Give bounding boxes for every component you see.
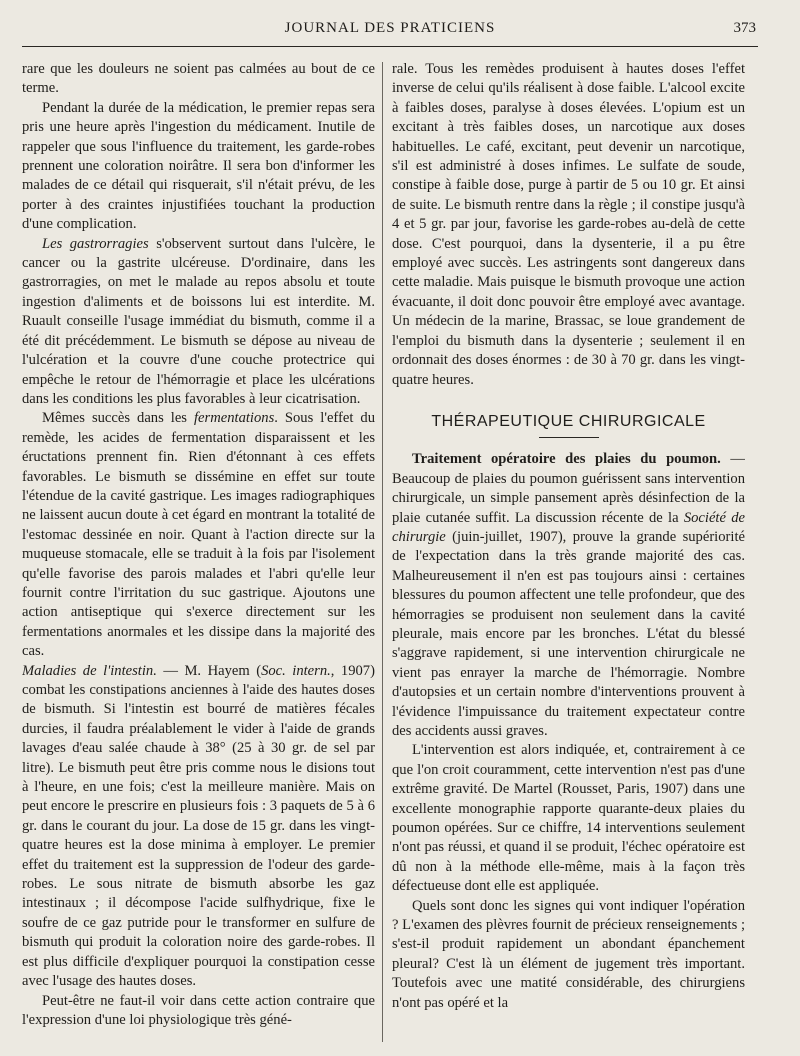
header-rule	[22, 46, 758, 47]
paragraph: rare que les douleurs ne soient pas calmées au bout de ce terme.	[22, 61, 375, 97]
citation: Soc. intern.	[261, 662, 331, 679]
inline-heading: Maladies de l'intestin.	[22, 662, 157, 679]
page-number: 373	[733, 20, 756, 36]
inline-heading: Les gastrorragies	[42, 235, 149, 252]
paragraph-text: , 1907) combat les constipations anciennes à l'aide des hautes doses de bismuth. Si l'intestin est bourré de matières fécales durcies, il faudra préalablement le vider à l'aide de grands lavages d'eau salée chaude à 38° (25 à 30 gr. de sel par litre). Le bismuth peut être pris comme nous le disions tout à l'heure, en une fois; c'est la meilleure manière. Mais on peut encore le prescrire en plusieurs fois : 3 paquets de 5 à 6 gr. dans le courant du jour. La dose de 15 gr. dans les vingt-quatre heures est la dose minima à employer. Le premier effet du traitement est la suppression de l'odeur des garde-robes. Le sous nitrate de bismuth absorbe les gaz intestinaux ; il décompose l'acide sulfhydrique, fixe le soufre de ce gaz putride pour le transformer en sulfure de bismuth qui produit la coloration noire des garde-robes. Il est plus difficile d'expliquer pourquoi la constipation cesse avec l'usage des hautes doses.	[22, 662, 375, 990]
paragraph	[22, 662, 375, 992]
article-heading: Traitement opératoire des plaies du poumon.	[412, 451, 721, 468]
journal-title: JOURNAL DES PRATICIENS	[284, 20, 496, 36]
column-divider	[382, 62, 383, 1042]
paragraph-text: — Beaucoup de plaies du poumon guérissent sans intervention chirurgicale, un simple pansement après désinfection de la plaie cutanée suffit. La discussion récente de la	[392, 451, 745, 526]
paragraph: Quels sont donc les signes qui vont indiquer l'opération ? L'examen des plèvres fournit de précieux renseignements ; s'est-il produit rapidement un abondant épanchement pleural? C'est là un élément de jugement très important. Toutefois avec une matité considérable, des chirurgiens n'ont pas opéré et la	[392, 897, 745, 1011]
section-title: THÉRAPEUTIQUE CHIRURGICALE	[431, 412, 706, 430]
paragraph: L'intervention est alors indiquée, et, contrairement à ce que l'on croit couramment, cette intervention n'est pas d'une extrême gravité. De Martel (Rousset, Paris, 1907) dans une excellente monographie rapporte quarante-deux plaies du poumon opérées. Sur ce chiffre, 14 interventions seulement n'ont pas réussi, et quand il se produit, l'échec opératoire est dû non à la méthode elle-même, mais à la façon très défectueuse dont elle est appliquée.	[392, 742, 745, 895]
paragraph	[22, 235, 375, 410]
paragraph-text: (juin-juillet, 1907), prouve la grande supériorité de l'expectation dans la très grande majorité des cas. Malheureusement il n'en est pas toujours ainsi : certaines blessures du poumon affectent une telle profondeur, que des hémorragies se produisent non seulement dans la cavité pleurale, mais encore par les bronches. L'état du blessé s'aggrave rapidement, si une intervention chirurgicale ne vient pas enrayer la marche de l'hémorragie. Nombre d'autopsies et un certain nombre d'interventions prouvent à l'évidence l'impuissance du traitement expectateur contre des accidents aussi graves.	[392, 528, 745, 739]
paragraph	[22, 409, 375, 661]
paragraph-text: — M. Hayem (	[156, 662, 262, 679]
paragraph: Peut-être ne faut-il voir dans cette action contraire que l'expression d'une loi physiologique très géné-	[22, 992, 375, 1028]
paragraph-text: . Sous l'effet du remède, les acides de fermentation disparaissent et les éructations prennent fin. Rien d'étonnant à ces effets favorables. Le bismuth se dissémine en effet sur toute l'étendue de la cavité gastrique. Les images radiographiques ne laissent aucun doute à cet égard en montrant la totalité de l'estomac dessinée en noir. Quant à l'action directe sur la muqueuse stomacale, elle se traduit à la fois par l'isolement qu'elle favorise des parois malades et l'abri qu'elle leur fournit contre l'irritation du suc gastrique. Ajoutons une action antiseptique qui s'exerce directement sur les fermentations anormales et les dissipe dans la majorité des cas.	[22, 410, 375, 660]
emphasis: Société de chirurgie	[392, 509, 745, 545]
paragraph-text: Mêmes succès dans les	[42, 410, 194, 427]
paragraph-text: s'observent surtout dans l'ulcère, le cancer ou la gastrite ulcéreuse. D'ordinaire, dans les gastrorragies, on met le malade au repos absolu et toute ingestion d'aliments et de boissons lui est interdite. M. Ruault conseille l'usage immédiat du bismuth, comme il a été dit précédemment. Le bismuth se dépose au niveau de l'ulcération et la couvre d'une couche protectrice qui empêche le retour de l'hémorragie et place les ulcérations dans les conditions les plus favorables à leur cicatrisation.	[22, 235, 375, 407]
page-header	[20, 18, 760, 40]
emphasis: fermentations	[193, 410, 275, 427]
paragraph: Pendant la durée de la médication, le premier repas sera pris une heure après l'ingestion du médicament. Inutile de rappeler que sous l'influence du traitement, les garde-robes prennent une coloration noirâtre. Il sera bon d'informer les malades de ce détail qui risquerait, s'il n'était prévu, de les porter à des craintes injustifiées touchant la production d'une complication.	[22, 99, 375, 233]
paragraph	[392, 450, 745, 741]
left-column	[22, 60, 375, 1045]
right-column	[392, 60, 745, 1045]
paragraph: rale. Tous les remèdes produisent à hautes doses l'effet inverse de celui qu'ils réalisent à dose faible. L'alcool excite à faibles doses, paralyse à doses élevées. L'opium est un excitant à très faibles doses, un narcotique aux doses habituelles. Le café, excitant, peut devenir un narcotique, s'il est administré à doses infimes. Le sulfate de soude, constipe à faible dose, purge à partir de 5 ou 10 gr. Et ainsi de suite. Le bismuth rentre dans la règle ; il constipe jusqu'à 4 et 5 gr. par jour, favorise les garde-robes au-delà de cette dose. C'est pourquoi, dans la dysenterie, il a pu être employé avec succès. Les astringents sont dangereux dans cette maladie. Mais puisque le bismuth provoque une action évacuante, il doit donc pouvoir être employé avec avantage. Un médecin de la marine, Brassac, se loue grandement de l'emploi du bismuth dans la dysenterie ; seulement il en ordonnait des doses énormes : de 30 à 70 gr. dans les vingt-quatre heures.	[392, 61, 745, 388]
section-rule	[539, 437, 599, 438]
